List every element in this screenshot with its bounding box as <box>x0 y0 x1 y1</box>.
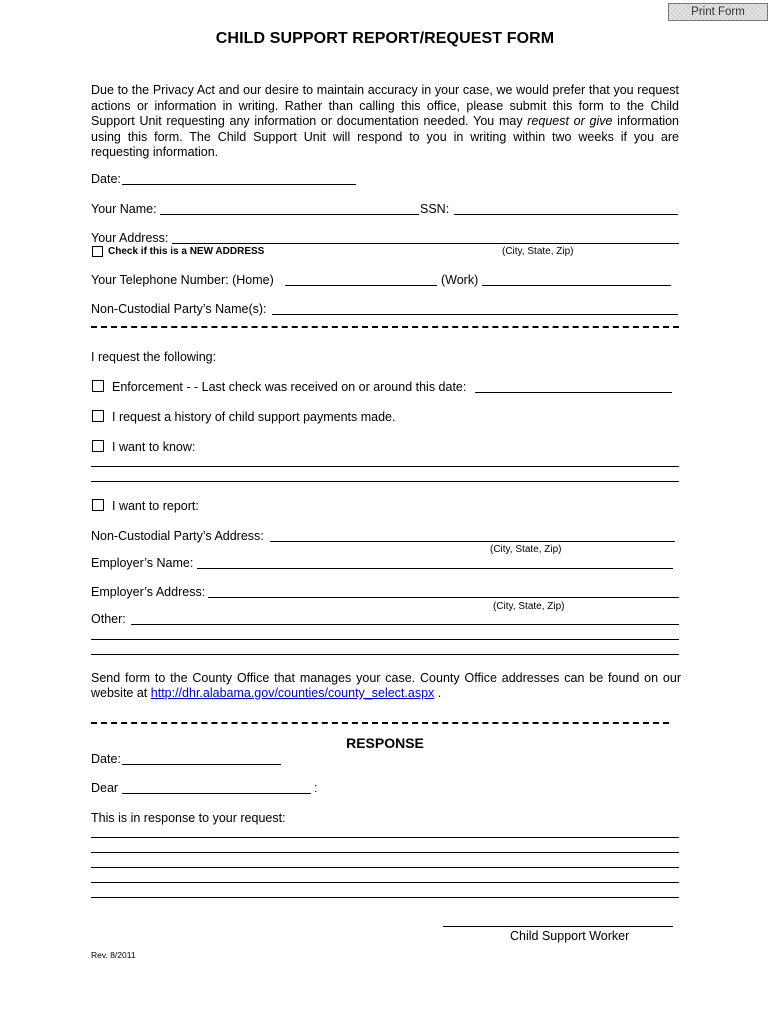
ssn-field[interactable] <box>454 214 678 215</box>
other-label: Other: <box>91 612 126 626</box>
ncp-address-label: Non-Custodial Party’s Address: <box>91 529 264 543</box>
section-divider <box>91 326 679 328</box>
last-check-date-field[interactable] <box>475 392 672 393</box>
date-field[interactable] <box>122 184 356 185</box>
want-to-know-line-1[interactable] <box>91 466 679 467</box>
new-address-label: Check if this is a NEW ADDRESS <box>108 246 265 257</box>
county-select-link[interactable]: http://dhr.alabama.gov/counties/county_select.aspx <box>150 686 435 700</box>
home-phone-field[interactable] <box>285 285 437 286</box>
want-to-know-line-2[interactable] <box>91 481 679 482</box>
ncp-names-label: Non-Custodial Party’s Name(s): <box>91 302 267 316</box>
worker-signature-line[interactable] <box>443 926 673 927</box>
want-to-report-label: I want to report: <box>112 499 199 513</box>
response-heading: RESPONSE <box>346 735 424 751</box>
work-phone-field[interactable] <box>482 285 671 286</box>
response-line-1[interactable] <box>91 837 679 838</box>
other-line-3[interactable] <box>91 654 679 655</box>
response-line-4[interactable] <box>91 882 679 883</box>
want-to-know-checkbox[interactable] <box>92 440 104 452</box>
history-label: I request a history of child support payments made. <box>112 410 396 424</box>
dear-label: Dear <box>91 781 119 795</box>
employer-address-field[interactable] <box>208 597 679 598</box>
response-line-2[interactable] <box>91 852 679 853</box>
ncp-names-field[interactable] <box>272 314 678 315</box>
city-state-zip-hint: (City, State, Zip) <box>502 246 574 257</box>
telephone-label: Your Telephone Number: (Home) <box>91 273 274 287</box>
print-form-button[interactable]: Print Form <box>668 3 768 21</box>
your-address-field[interactable] <box>172 243 679 244</box>
dear-colon: : <box>314 781 318 795</box>
response-divider <box>91 722 669 724</box>
date-label: Date: <box>91 172 121 186</box>
worker-label: Child Support Worker <box>510 929 630 943</box>
enforcement-checkbox[interactable] <box>92 380 104 392</box>
employer-name-label: Employer’s Name: <box>91 556 194 570</box>
want-to-report-checkbox[interactable] <box>92 499 104 511</box>
new-address-checkbox[interactable] <box>92 246 103 257</box>
employer-address-label: Employer’s Address: <box>91 585 206 599</box>
your-name-label: Your Name: <box>91 202 157 216</box>
want-to-know-label: I want to know: <box>112 440 196 454</box>
response-line-5[interactable] <box>91 897 679 898</box>
response-date-field[interactable] <box>122 764 281 765</box>
response-date-label: Date: <box>91 752 121 766</box>
enforcement-label: Enforcement - - Last check was received on or around this date: <box>112 380 467 394</box>
revision-label: Rev. 8/2011 <box>91 950 136 960</box>
request-heading: I request the following: <box>91 350 217 364</box>
other-field[interactable] <box>131 624 679 625</box>
form-title: CHILD SUPPORT REPORT/REQUEST FORM <box>215 30 555 47</box>
your-name-field[interactable] <box>160 214 419 215</box>
response-intro-label: This is in response to your request: <box>91 811 286 825</box>
send-form-paragraph: Send form to the County Office that manages your case. County Office addresses can be found on our website at http://dhr.alabama.gov/counties/county_select.aspx . <box>91 671 681 700</box>
dear-field[interactable] <box>122 793 311 794</box>
ncp-city-state-zip-hint: (City, State, Zip) <box>490 544 562 555</box>
employer-name-field[interactable] <box>197 568 673 569</box>
work-label: (Work) <box>441 273 479 287</box>
intro-paragraph: Due to the Privacy Act and our desire to maintain accuracy in your case, we would prefer that you request actions or information in writing. Rather than calling this office, please submit this form to the Child Support Unit requesting any information or documentation needed. You may request or give information using this form. The Child Support Unit will respond to you in writing within two weeks if you are requesting information. <box>91 83 679 159</box>
employer-city-state-zip-hint: (City, State, Zip) <box>493 601 565 612</box>
response-line-3[interactable] <box>91 867 679 868</box>
your-address-label: Your Address: <box>91 231 169 245</box>
ssn-label: SSN: <box>420 202 450 216</box>
other-line-2[interactable] <box>91 639 679 640</box>
history-checkbox[interactable] <box>92 410 104 422</box>
ncp-address-field[interactable] <box>270 541 675 542</box>
